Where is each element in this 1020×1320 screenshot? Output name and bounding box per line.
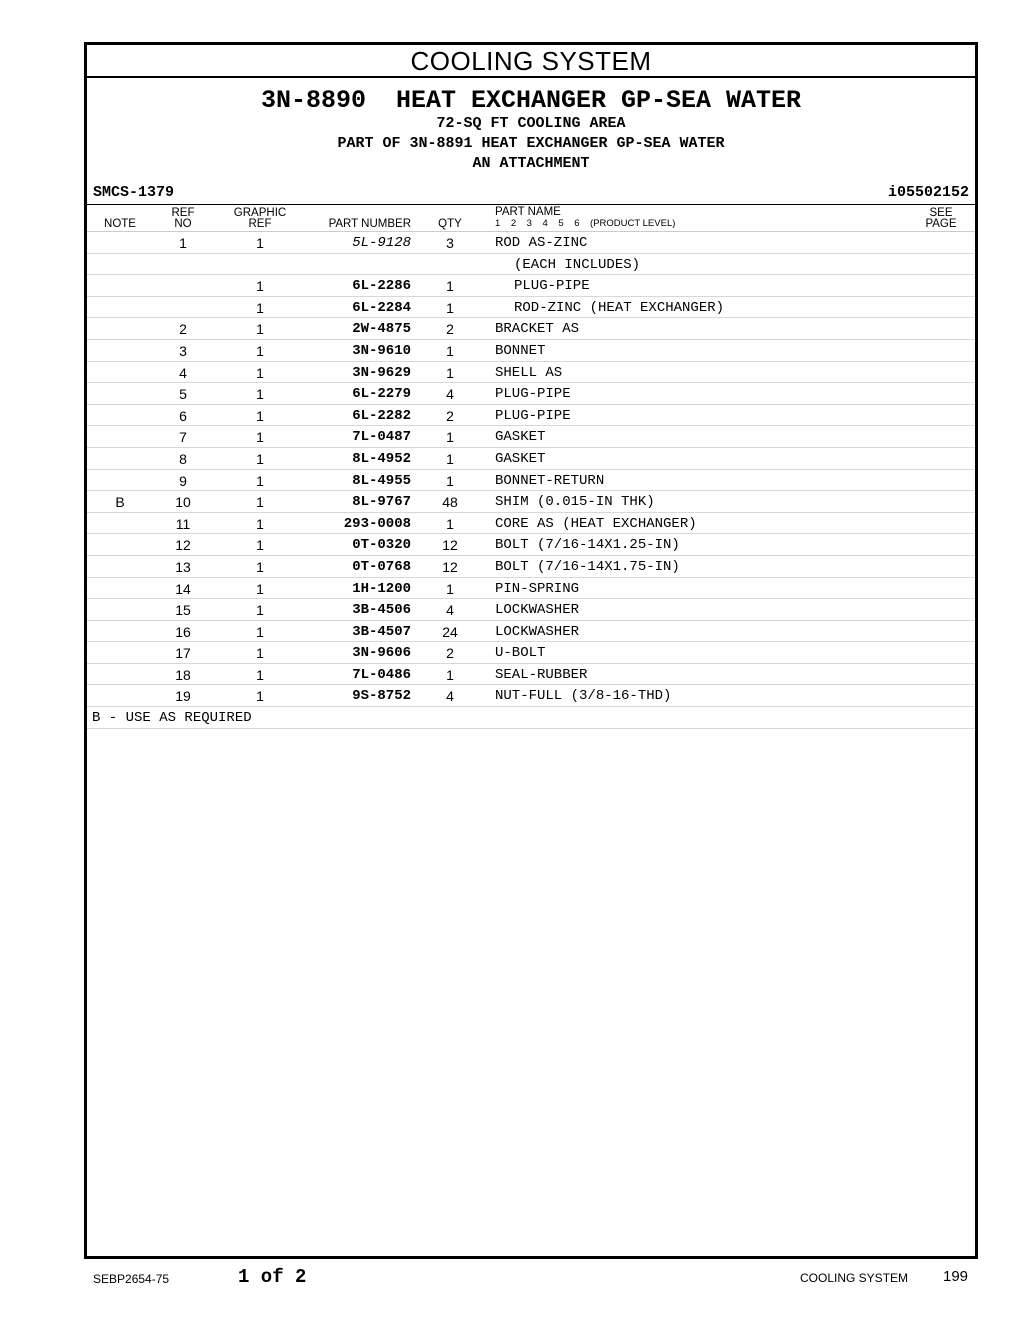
row-graphic-ref: 1 [256, 515, 264, 532]
parts-table-body [87, 232, 975, 707]
table-row [87, 318, 975, 340]
row-graphic-ref: 1 [256, 558, 264, 575]
illustration-id: i05502152 [887, 184, 969, 201]
header-qty: QTY [438, 218, 462, 230]
footer-page-number: 199 [943, 1268, 969, 1285]
row-ref-no: 10 [175, 494, 191, 511]
table-row [87, 232, 975, 254]
row-ref-no: 2 [179, 321, 187, 338]
row-graphic-ref: 1 [256, 623, 264, 640]
row-qty: 1 [446, 342, 454, 359]
row-qty: 12 [442, 558, 458, 575]
row-ref-no: 12 [175, 537, 191, 554]
row-qty: 1 [446, 515, 454, 532]
header-note: NOTE [104, 218, 136, 230]
row-qty: 1 [446, 580, 454, 597]
row-qty: 1 [446, 472, 454, 489]
row-part-name: BOLT (7/16-14X1.75-IN) [495, 558, 680, 575]
row-qty: 24 [442, 623, 458, 640]
row-part-number: 0T-0320 [352, 537, 411, 554]
footnote-text: B - USE AS REQUIRED [92, 710, 252, 727]
row-part-name: LOCKWASHER [495, 623, 580, 640]
footnote [87, 707, 975, 729]
table-row [87, 685, 975, 707]
row-ref-no: 1 [179, 235, 187, 251]
row-part-name: SHIM (0.015-IN THK) [495, 494, 655, 511]
row-graphic-ref: 1 [256, 407, 264, 424]
row-qty: 4 [446, 386, 454, 403]
row-part-name: GASKET [495, 429, 546, 446]
row-qty: 2 [446, 645, 454, 662]
row-part-number: 8L-4955 [352, 472, 411, 489]
row-part-number: 6L-2284 [352, 299, 411, 316]
row-graphic-ref: 1 [256, 450, 264, 467]
row-graphic-ref: 1 [256, 386, 264, 403]
header-ref-bottom: NO [174, 218, 192, 230]
row-graphic-ref: 1 [256, 537, 264, 554]
row-part-number: 1H-1200 [352, 580, 411, 597]
row-graphic-ref: 1 [256, 666, 264, 683]
row-part-number: 3N-9629 [352, 364, 411, 381]
header-part-number: PART NUMBER [328, 218, 411, 230]
row-note: B [115, 494, 125, 511]
row-graphic-ref: 1 [256, 472, 264, 489]
row-part-name: PLUG-PIPE [514, 278, 590, 295]
row-part-number: 7L-0486 [352, 666, 411, 683]
row-part-name: PLUG-PIPE [495, 407, 571, 424]
table-row [87, 642, 975, 664]
footer-page-of: 1 of 2 [238, 1266, 307, 1288]
row-part-name: CORE AS (HEAT EXCHANGER) [495, 515, 697, 532]
row-part-number: 8L-9767 [352, 494, 411, 511]
header-product-levels: 1 2 3 4 5 6 (PRODUCT LEVEL) [495, 218, 676, 229]
row-part-name: ROD AS-ZINC [495, 235, 588, 251]
header-graphic-top: GRAPHIC [233, 207, 287, 219]
table-row [87, 254, 975, 276]
page-frame [84, 42, 978, 1259]
header-part-name: PART NAME [495, 206, 561, 218]
table-row [87, 297, 975, 319]
footer-section: COOLING SYSTEM [800, 1271, 909, 1285]
row-graphic-ref: 1 [256, 364, 264, 381]
row-qty: 1 [446, 429, 454, 446]
id-row [87, 182, 975, 205]
table-row [87, 405, 975, 427]
row-ref-no: 15 [175, 602, 191, 619]
row-part-name: (EACH INCLUDES) [514, 256, 641, 273]
row-ref-no: 4 [179, 364, 187, 381]
row-part-name: ROD-ZINC (HEAT EXCHANGER) [514, 299, 725, 316]
table-row [87, 470, 975, 492]
group-title: 3N-8890 HEAT EXCHANGER GP-SEA WATER [260, 86, 802, 115]
table-header [87, 205, 975, 232]
row-graphic-ref: 1 [256, 645, 264, 662]
row-part-name: NUT-FULL (3/8-16-THD) [495, 688, 672, 705]
row-part-number: 6L-2279 [352, 386, 411, 403]
row-part-name: LOCKWASHER [495, 602, 580, 619]
row-graphic-ref: 1 [256, 321, 264, 338]
table-row [87, 383, 975, 405]
row-part-number: 5L-9128 [352, 235, 411, 251]
header-graphic-bottom: REF [248, 218, 272, 230]
table-row [87, 534, 975, 556]
row-ref-no: 16 [175, 623, 191, 640]
row-qty: 1 [446, 666, 454, 683]
row-graphic-ref: 1 [256, 688, 264, 705]
table-row [87, 621, 975, 643]
row-qty: 48 [442, 494, 458, 511]
table-row [87, 275, 975, 297]
row-graphic-ref: 1 [256, 278, 264, 295]
row-graphic-ref: 1 [256, 602, 264, 619]
row-part-name: SEAL-RUBBER [495, 666, 588, 683]
row-ref-no: 9 [179, 472, 187, 489]
row-part-number: 7L-0487 [352, 429, 411, 446]
row-graphic-ref: 1 [256, 235, 264, 251]
table-row [87, 362, 975, 384]
row-part-number: 6L-2286 [352, 278, 411, 295]
section-title: COOLING SYSTEM [87, 45, 975, 78]
table-row [87, 340, 975, 362]
table-row [87, 599, 975, 621]
header-see-bottom: PAGE [925, 218, 957, 230]
row-qty: 2 [446, 407, 454, 424]
row-part-name: GASKET [495, 450, 546, 467]
row-part-name: PLUG-PIPE [495, 386, 571, 403]
group-subtitle-1: 72-SQ FT COOLING AREA [436, 115, 626, 132]
table-row [87, 664, 975, 686]
row-qty: 4 [446, 688, 454, 705]
row-graphic-ref: 1 [256, 299, 264, 316]
row-part-name: BONNET [495, 342, 546, 359]
header-ref-top: REF [171, 207, 195, 219]
row-ref-no: 8 [179, 450, 187, 467]
group-subtitle-3: AN ATTACHMENT [472, 155, 590, 172]
row-qty: 2 [446, 321, 454, 338]
row-qty: 1 [446, 450, 454, 467]
row-part-number: 9S-8752 [352, 688, 411, 705]
row-qty: 1 [446, 299, 454, 316]
row-qty: 4 [446, 602, 454, 619]
row-part-number: 8L-4952 [352, 450, 411, 467]
row-part-number: 3N-9610 [352, 342, 411, 359]
row-part-number: 293-0008 [343, 515, 411, 532]
table-row [87, 448, 975, 470]
row-graphic-ref: 1 [256, 580, 264, 597]
row-part-number: 0T-0768 [352, 558, 411, 575]
row-ref-no: 11 [175, 515, 191, 532]
row-qty: 12 [442, 537, 458, 554]
row-qty: 1 [446, 364, 454, 381]
row-ref-no: 5 [179, 386, 187, 403]
row-ref-no: 14 [175, 580, 191, 597]
row-ref-no: 18 [175, 666, 191, 683]
row-part-number: 3B-4507 [352, 623, 411, 640]
row-ref-no: 3 [179, 342, 187, 359]
row-part-name: SHELL AS [495, 364, 563, 381]
row-graphic-ref: 1 [256, 429, 264, 446]
table-row [87, 578, 975, 600]
row-part-name: BOLT (7/16-14X1.25-IN) [495, 537, 680, 554]
header-see-top: SEE [929, 207, 953, 219]
row-ref-no: 7 [179, 429, 187, 446]
row-part-number: 2W-4875 [352, 321, 411, 338]
footer-doc-id: SEBP2654-75 [93, 1272, 170, 1286]
row-graphic-ref: 1 [256, 342, 264, 359]
row-part-name: BRACKET AS [495, 321, 580, 338]
row-ref-no: 13 [175, 558, 191, 575]
row-part-number: 3B-4506 [352, 602, 411, 619]
row-qty: 1 [446, 278, 454, 295]
row-part-name: BONNET-RETURN [495, 472, 605, 489]
table-row [87, 491, 975, 513]
row-part-number: 6L-2282 [352, 407, 411, 424]
table-row [87, 513, 975, 535]
row-ref-no: 6 [179, 407, 187, 424]
group-subtitle-2: PART OF 3N-8891 HEAT EXCHANGER GP-SEA WATER [337, 135, 725, 152]
row-part-name: U-BOLT [495, 645, 546, 662]
row-qty: 3 [446, 235, 454, 251]
table-row [87, 426, 975, 448]
row-part-number: 3N-9606 [352, 645, 411, 662]
row-ref-no: 19 [175, 688, 191, 705]
table-row [87, 556, 975, 578]
smcs-code: SMCS-1379 [93, 184, 175, 201]
row-graphic-ref: 1 [256, 494, 264, 511]
row-part-name: PIN-SPRING [495, 580, 580, 597]
row-ref-no: 17 [175, 645, 191, 662]
